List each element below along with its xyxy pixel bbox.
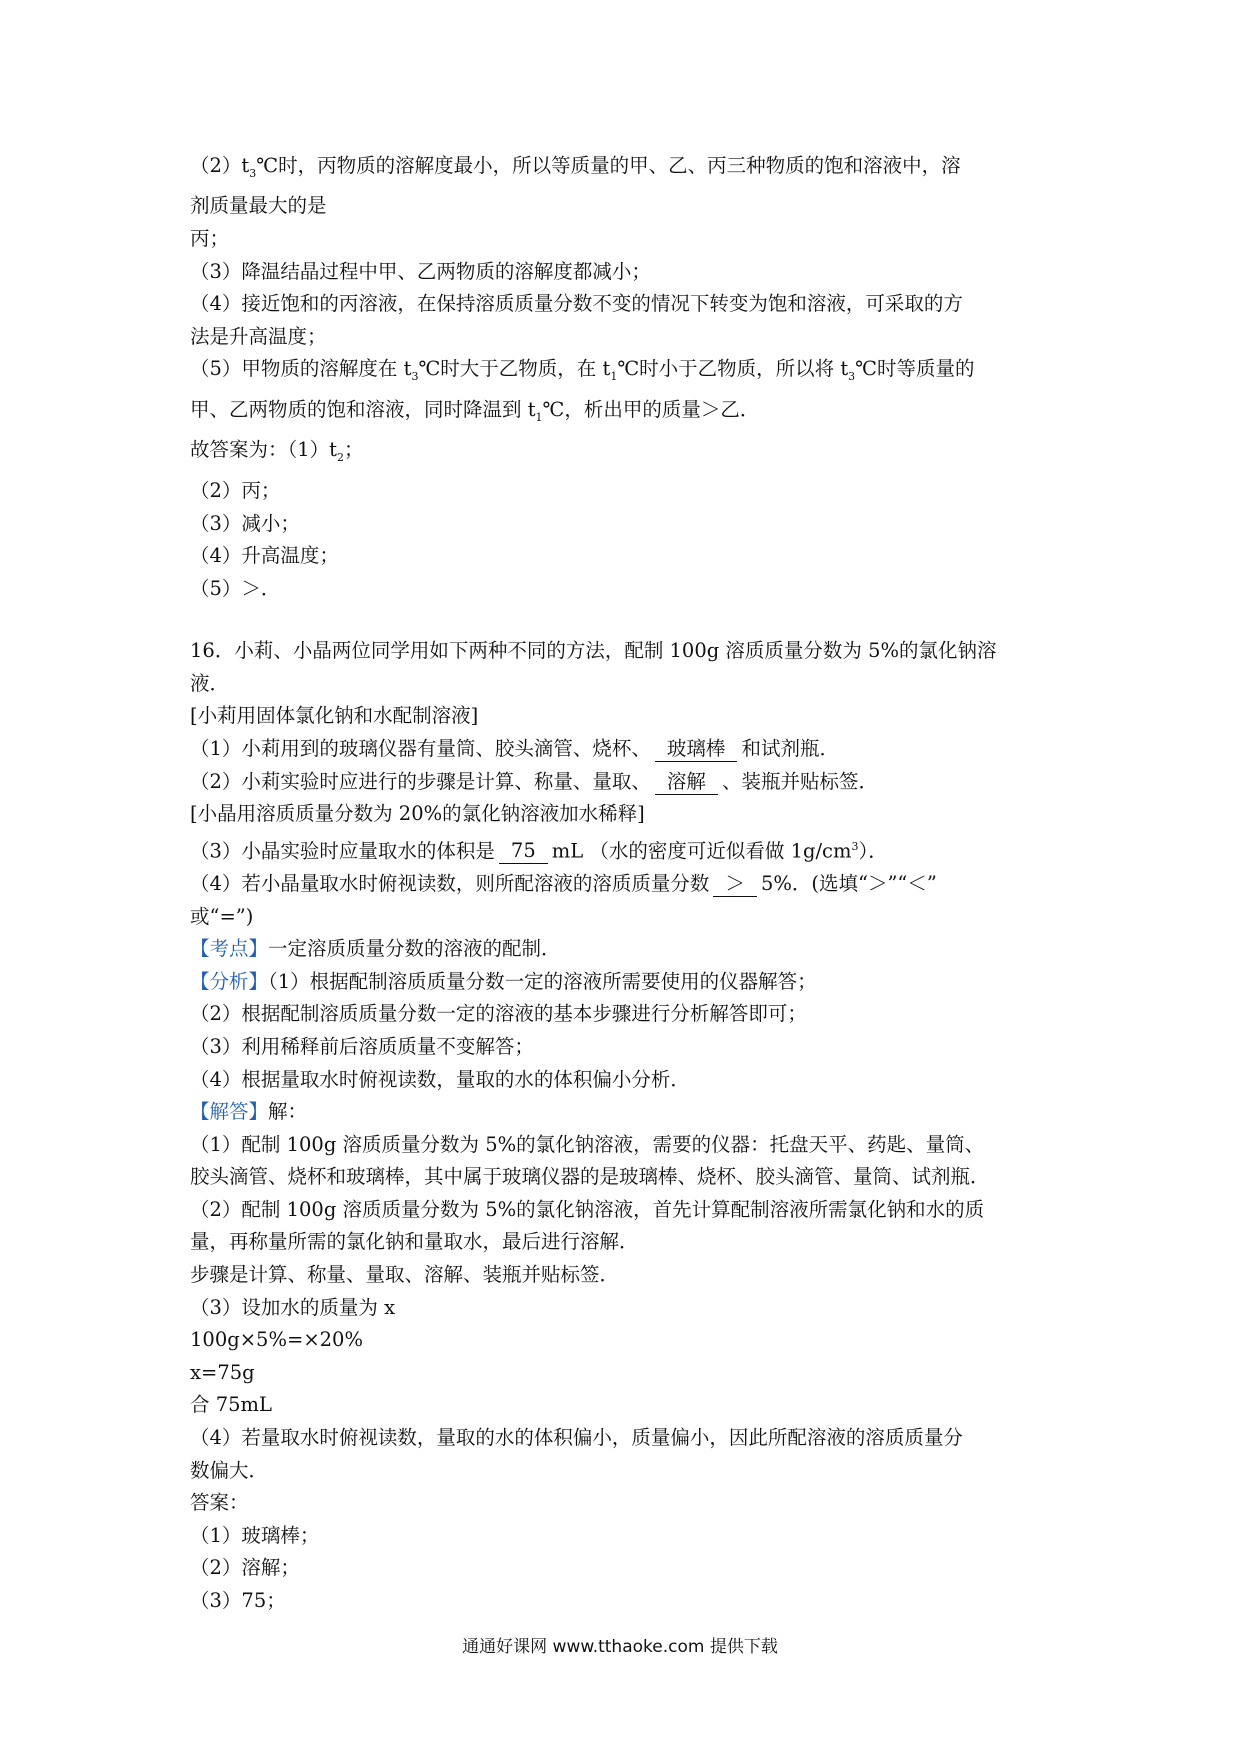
text: ； bbox=[344, 438, 364, 462]
text: 故答案为：（1）t bbox=[190, 438, 337, 462]
text: （5）甲物质的溶解度在 t bbox=[190, 357, 412, 381]
text-line: （2）溶解； bbox=[190, 1556, 300, 1580]
answer-blank: 75 bbox=[499, 839, 548, 864]
superscript: 3 bbox=[851, 839, 859, 853]
part-title: [小晶用溶质质量分数为 20%的氯化钠溶液加水稀释] bbox=[190, 802, 645, 826]
text: ℃时，丙物质的溶解度最小，所以等质量的甲、乙、丙三种物质的饱和溶液中，溶 bbox=[256, 154, 961, 177]
answer-blank: 玻璃棒 bbox=[655, 737, 738, 762]
text-line: 胶头滴管、烧杯和玻璃棒，其中属于玻璃仪器的是玻璃棒、烧杯、胶头滴管、量筒、试剂瓶． bbox=[190, 1165, 990, 1189]
text: 、装瓶并贴标签． bbox=[721, 769, 878, 793]
text-line bbox=[190, 150, 1070, 190]
text-line: （3）设加水的质量为 x bbox=[190, 1295, 396, 1319]
answer-blank: ＞ bbox=[713, 872, 757, 897]
question-stem: 液． bbox=[190, 671, 230, 695]
text-line: （3）降温结晶过程中甲、乙两物质的溶解度都减小； bbox=[190, 259, 651, 283]
question-line bbox=[190, 766, 1070, 799]
text-line: 数偏大． bbox=[190, 1458, 269, 1482]
text: （3）小晶实验时应量取水的体积是 bbox=[190, 839, 495, 863]
text-line: （3）减小； bbox=[190, 511, 300, 535]
text-line: 步骤是计算、称量、量取、溶解、装瓶并贴标签． bbox=[190, 1263, 620, 1287]
text-line: 量，再称量所需的氯化钠和量取水，最后进行溶解． bbox=[190, 1230, 639, 1254]
kaodian-line bbox=[190, 933, 1070, 966]
text-line: 答案： bbox=[190, 1491, 249, 1515]
text-line: （1）配制 100g 溶质质量分数为 5%的氯化钠溶液，需要的仪器：托盘天平、药匙、量筒、 bbox=[190, 1132, 985, 1156]
text: （1）根据配制溶质质量分数一定的溶液所需要使用的仪器解答； bbox=[268, 969, 817, 993]
text-line: （5）＞． bbox=[190, 576, 281, 600]
text: mL （水的密度可近似看做 1g/cm bbox=[551, 839, 852, 863]
text: ℃时等质量的 bbox=[855, 357, 975, 381]
subscript: 1 bbox=[535, 410, 543, 424]
question-line bbox=[190, 868, 1070, 901]
text: （1）小莉用到的玻璃仪器有量筒、胶头滴管、烧杯、 bbox=[190, 737, 651, 761]
question-line bbox=[190, 831, 1070, 868]
text-line: （2）丙； bbox=[190, 478, 281, 502]
jieda-tag: 【解答】 bbox=[190, 1100, 269, 1124]
text-line: （4）根据量取水时俯视读数，量取的水的体积偏小分析． bbox=[190, 1067, 690, 1091]
text-line: 丙； bbox=[190, 227, 230, 251]
text-line: （4）升高温度； bbox=[190, 544, 339, 568]
text-line: （3）利用稀释前后溶质质量不变解答； bbox=[190, 1034, 534, 1058]
text: （2）小莉实验时应进行的步骤是计算、称量、量取、 bbox=[190, 769, 651, 793]
text-line: （3）75； bbox=[190, 1589, 286, 1612]
text: 5%．(选填“＞”“＜” bbox=[760, 871, 937, 895]
document-body bbox=[190, 150, 1070, 1618]
text-line: （4）接近饱和的丙溶液，在保持溶质质量分数不变的情况下转变为饱和溶液，可采取的方 bbox=[190, 292, 963, 316]
subscript: 3 bbox=[411, 370, 419, 384]
jieda-line bbox=[190, 1096, 1070, 1129]
text-line: 合 75mL bbox=[190, 1393, 272, 1417]
spacer bbox=[190, 605, 1070, 635]
text: ℃时大于乙物质，在 t bbox=[418, 357, 611, 381]
fenxi-line bbox=[190, 966, 1070, 999]
text-line bbox=[190, 394, 1070, 434]
subscript: 3 bbox=[848, 370, 856, 384]
text-line bbox=[190, 434, 1070, 474]
question-stem: 16．小莉、小晶两位同学用如下两种不同的方法，配制 100g 溶质质量分数为 5%的氯化钠溶 bbox=[190, 639, 997, 663]
subscript: 1 bbox=[610, 370, 618, 384]
text: 和试剂瓶． bbox=[741, 737, 839, 761]
text-line: x=75g bbox=[190, 1360, 255, 1384]
text-line: 剂质量最大的是 bbox=[190, 194, 327, 218]
text-line: （2）根据配制溶质质量分数一定的溶液的基本步骤进行分析解答即可； bbox=[190, 1002, 807, 1026]
question-line bbox=[190, 733, 1070, 766]
text: ℃，析出甲的质量＞乙． bbox=[542, 397, 760, 421]
text-line: （2）配制 100g 溶质质量分数为 5%的氯化钠溶液，首先计算配制溶液所需氯化钠和水的质 bbox=[190, 1197, 985, 1221]
text-line: （1）玻璃棒； bbox=[190, 1523, 320, 1547]
part-title: [小莉用固体氯化钠和水配制溶液] bbox=[190, 704, 479, 728]
text: ℃时小于乙物质，所以将 t bbox=[617, 357, 849, 381]
text: 甲、乙两物质的饱和溶液，同时降温到 t bbox=[190, 397, 536, 421]
kaodian-tag: 【考点】 bbox=[190, 937, 269, 961]
text: ）． bbox=[858, 839, 888, 863]
fenxi-tag: 【分析】 bbox=[190, 969, 269, 993]
text: （2）t bbox=[190, 154, 250, 177]
answer-blank: 溶解 bbox=[655, 770, 718, 795]
text-line bbox=[190, 353, 1070, 393]
text-line: 100g×5%=×20% bbox=[190, 1328, 363, 1352]
text-line: 法是升高温度； bbox=[190, 324, 327, 348]
text-line: （4）若量取水时俯视读数，量取的水的体积偏小，质量偏小，因此所配溶液的溶质质量分 bbox=[190, 1426, 963, 1450]
text: 一定溶质质量分数的溶液的配制． bbox=[268, 937, 561, 961]
subscript: 3 bbox=[249, 166, 257, 180]
page-footer: 通通好课网 www.tthaoke.com 提供下载 bbox=[462, 1637, 778, 1657]
text: （4）若小晶量取水时俯视读数，则所配溶液的溶质质量分数 bbox=[190, 871, 710, 895]
subscript: 2 bbox=[337, 451, 344, 465]
text: 解： bbox=[268, 1100, 308, 1124]
question-line: 或“=”) bbox=[190, 904, 254, 928]
